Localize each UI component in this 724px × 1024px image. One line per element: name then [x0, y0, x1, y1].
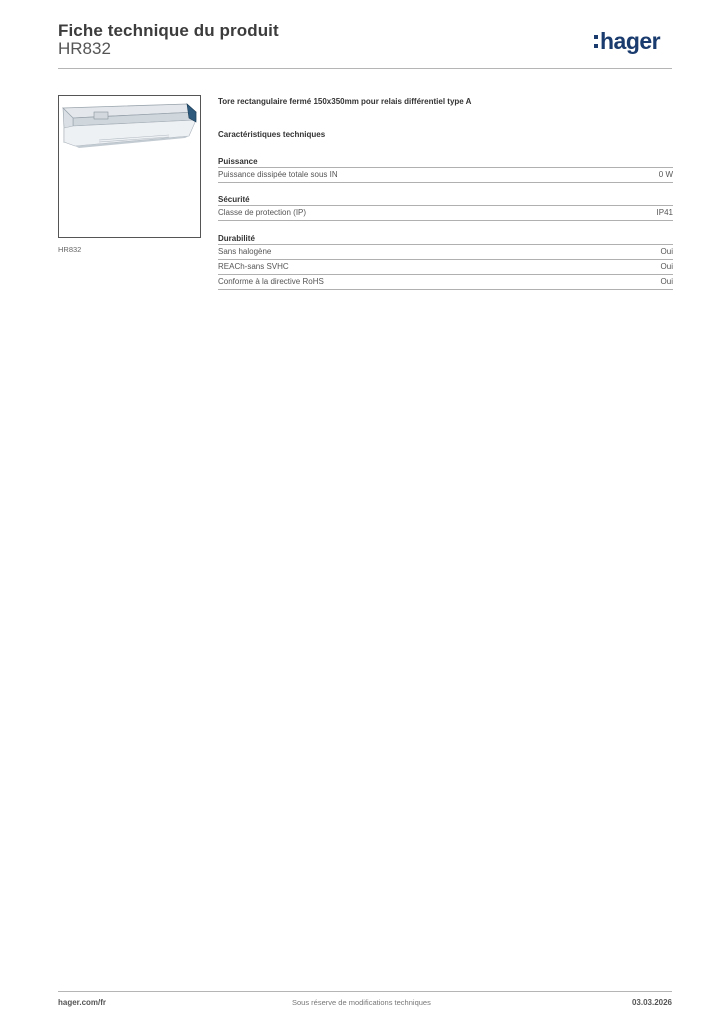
section-heading: Caractéristiques techniques — [218, 130, 326, 139]
spec-row — [218, 274, 673, 290]
group-title: Sécurité — [218, 195, 250, 204]
spec-value: 0 W — [658, 170, 673, 179]
logo-colon-icon — [594, 35, 598, 48]
product-image — [58, 95, 201, 238]
header-divider — [58, 68, 672, 69]
group-title: Puissance — [218, 157, 258, 166]
footer-divider — [58, 991, 672, 992]
footer-website-link[interactable]: hager.com/fr — [58, 998, 107, 1007]
spec-row — [218, 259, 673, 274]
spec-label: Sans halogène — [218, 247, 272, 256]
spec-group-durabilite — [218, 233, 673, 290]
logo-text: hager — [600, 28, 661, 54]
page-title: Fiche technique du produit — [58, 21, 279, 40]
group-title: Durabilité — [218, 234, 255, 243]
spec-label: Classe de protection (IP) — [218, 208, 307, 217]
hager-logo — [594, 28, 660, 55]
spec-value: Oui — [660, 247, 673, 256]
rectangular-toroid-image — [59, 96, 200, 237]
spec-label: Conforme à la directive RoHS — [218, 277, 324, 286]
spec-row — [218, 244, 673, 259]
product-description: Tore rectangulaire fermé 150x350mm pour relais différentiel type A — [218, 97, 472, 106]
spec-label: Puissance dissipée totale sous IN — [218, 170, 338, 179]
product-code: HR832 — [58, 39, 111, 58]
spec-value: Oui — [660, 262, 673, 271]
footer-notice: Sous réserve de modifications techniques — [292, 998, 431, 1007]
spec-row — [218, 205, 673, 221]
spec-value: Oui — [660, 277, 673, 286]
spec-group-securite — [218, 194, 673, 221]
spec-label: REACh-sans SVHC — [218, 262, 289, 271]
spec-group-puissance — [218, 156, 673, 183]
footer-date: 03.03.2026 — [631, 998, 672, 1007]
spec-row — [218, 167, 673, 183]
image-caption: HR832 — [58, 245, 82, 254]
spec-value: IP41 — [656, 208, 673, 217]
